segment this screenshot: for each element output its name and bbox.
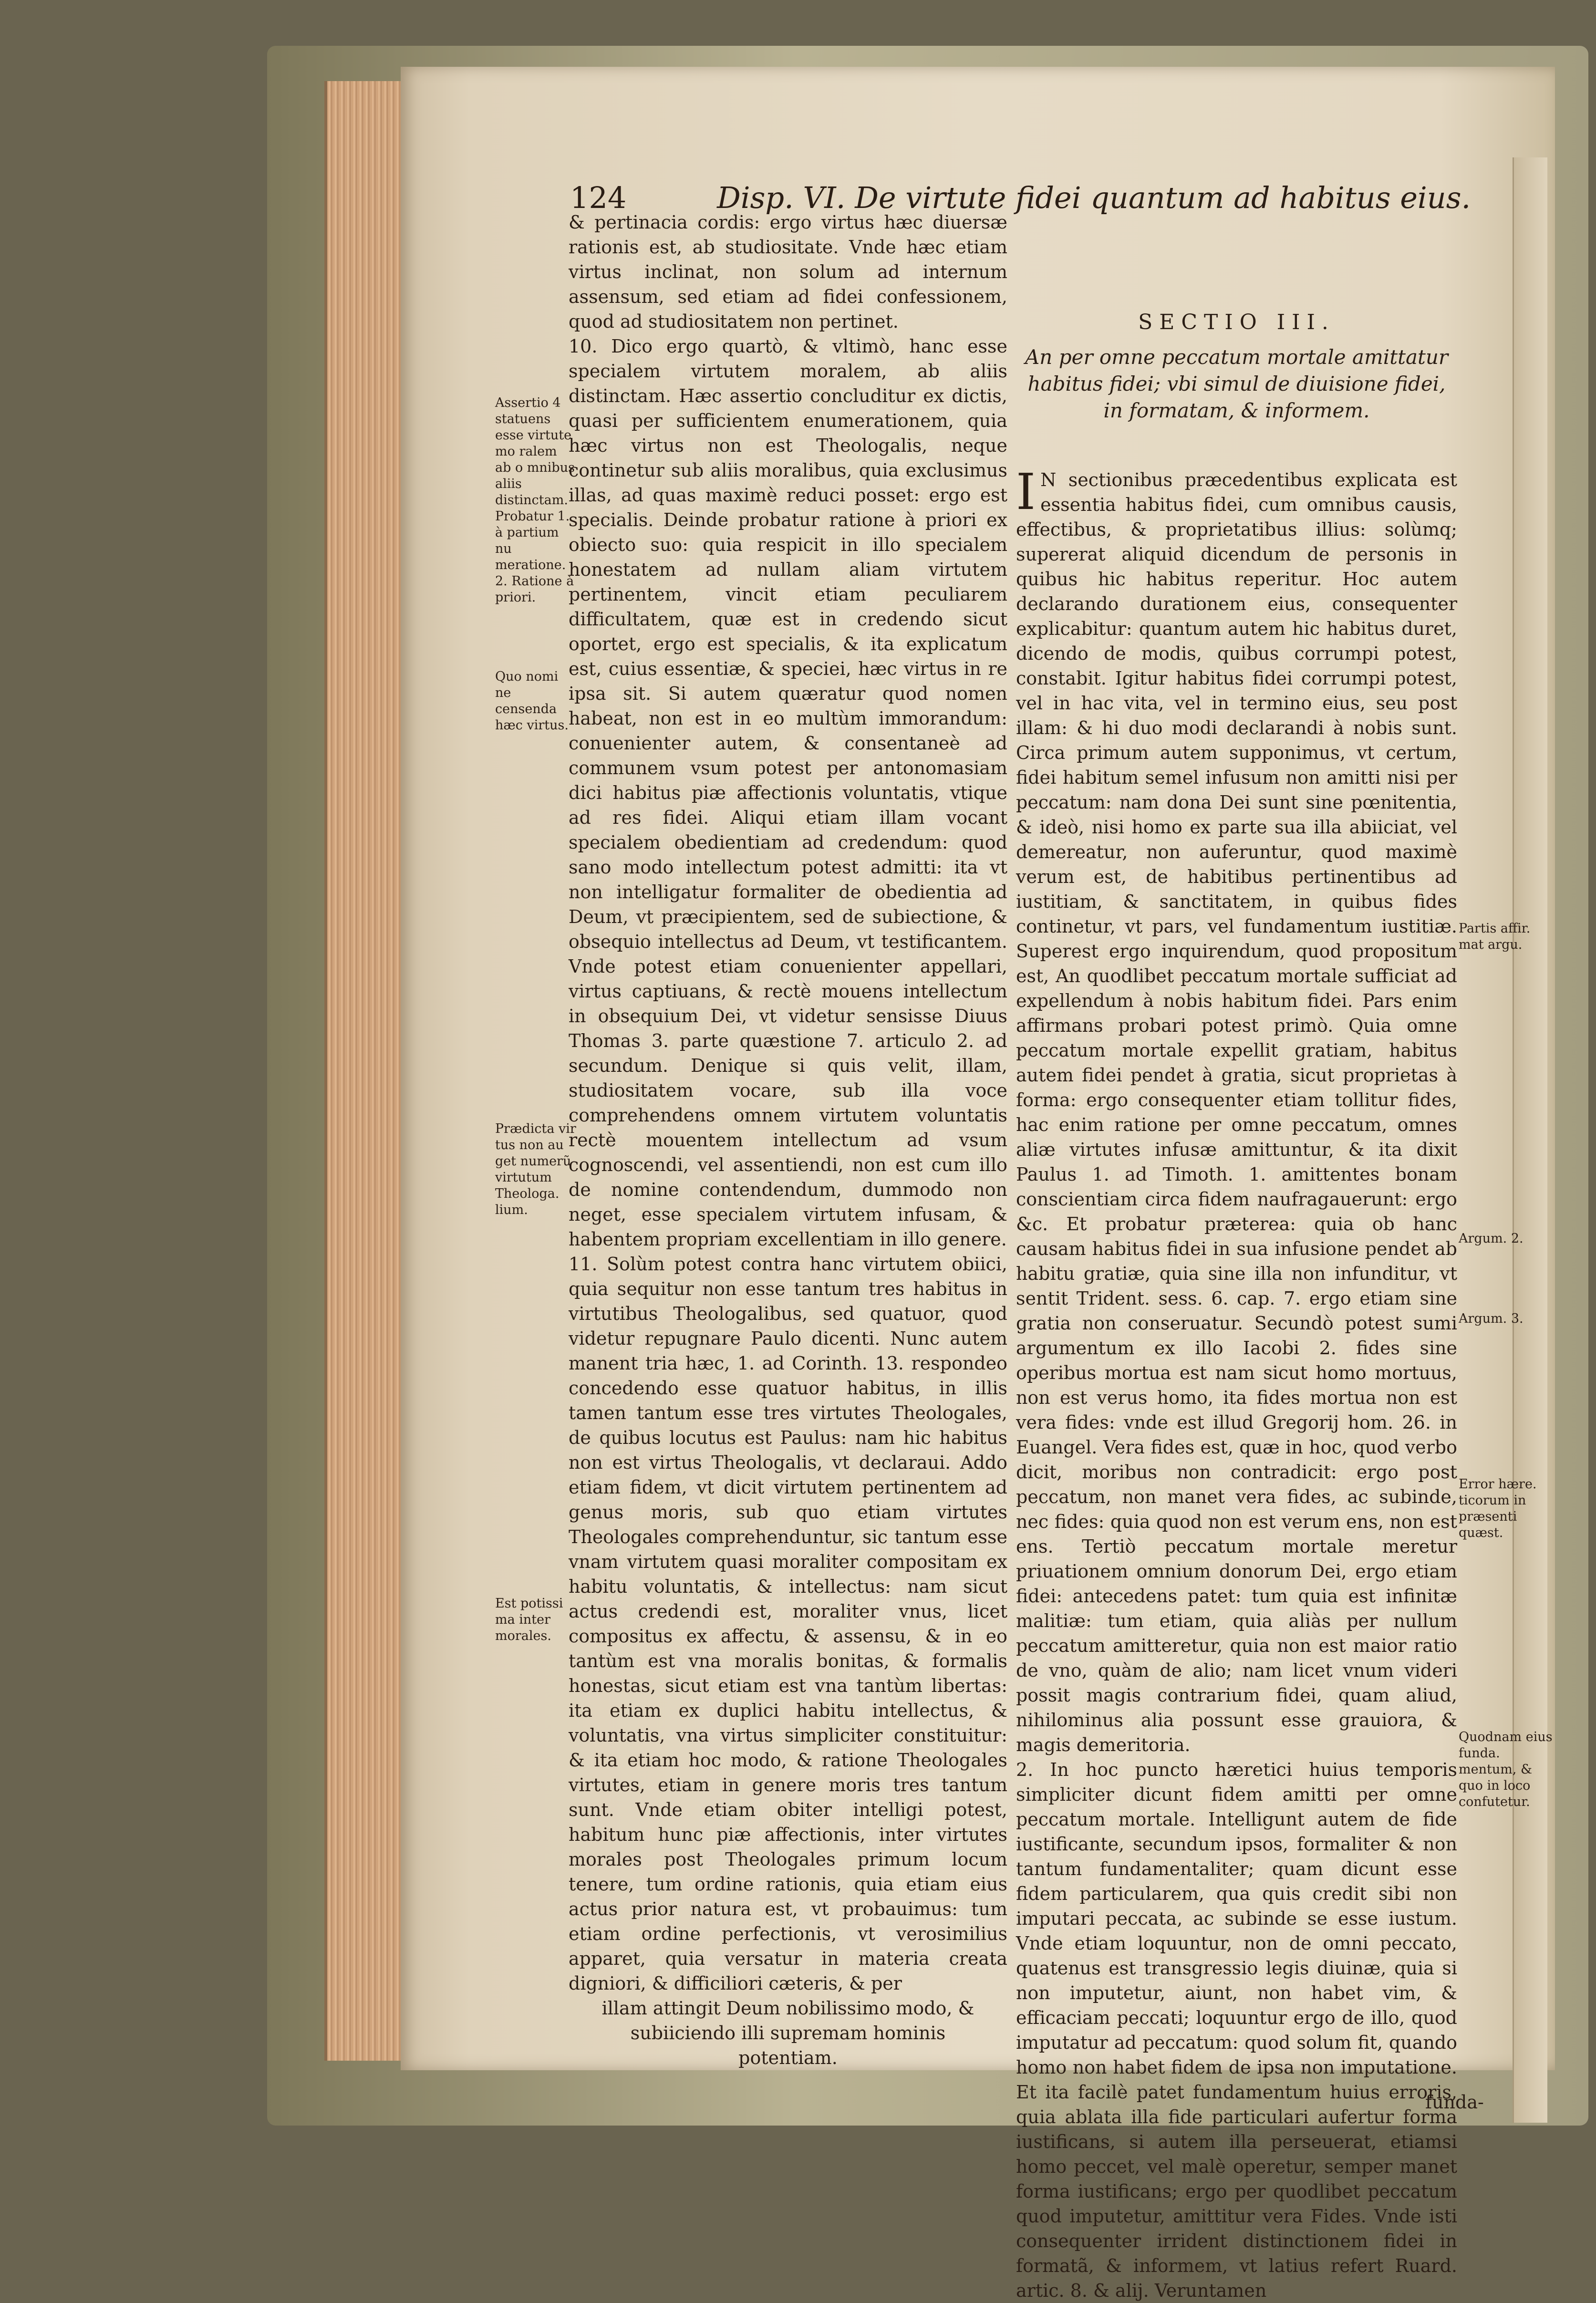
closing-line: illam attingit Deum nobilissimo modo, &: [601, 1998, 974, 2019]
section-title: SECTIO III.: [1138, 310, 1335, 334]
catchword: funda-: [1425, 2092, 1484, 2113]
running-title: Disp. VI. De virtute fidei quantum ad habitus eius.: [717, 180, 1471, 215]
margin-note: Argum. 2.: [1459, 1231, 1523, 1246]
page-edges: [324, 81, 404, 2061]
paragraph: 10. Dico ergo quartò, & vltimò, hanc esse specialem virtutem moralem, ab aliis distinctam. Hæc assertio concluditur ex dictis, quasi per sufficientem enumerationem, quia hæc virtus non est Theologalis, neque continetur sub aliis moralibus, quia exclusimus illas, ad quas maximè reduci posset: ergo est specialis. Deinde probatur ratione à priori ex obiecto suo: quia respicit in illo specialem honestatem ad nullam aliam virtutem pertinentem, vincit etiam peculiarem difficultatem, quæ est in credendo sicut oportet, ergo est specialis, & ita explicatum est, cuius essentiæ, & speciei, hæc virtus in re ipsa sit. Si autem quæratur quod nomen habeat, non est in eo multùm immorandum: conuenienter autem, & consentaneè ad communem vsum potest per antonomasiam dici habitus piæ affectionis voluntatis, vtique ad res fidei. Aliqui etiam illam vocant specialem obedientiam ad credendum: quod sano modo intellectum potest admitti: ita vt non intelligatur formaliter de obedientia ad Deum, vt præcipientem, sed de subiectione, & obsequio intellectus ad Deum, vt testificantem. Vnde potest etiam conuenienter appellari, virtus captiuans, & rectè mouens intellectum in obsequium Dei, vt videtur sensisse Diuus Thomas 3. parte quæstione 7. articulo 2. ad secundum. Denique si quis velit, illam, studiositatem vocare, sub illa voce comprehendens omnem virtutem voluntatis rectè mouentem intellectum ad vsum cognoscendi, vel assentiendi, non est cum illo de nomine contendendum, dummodo non neget, esse specialem virtutem infusam, & habentem propriam excellentiam in illo genere.: [569, 336, 1007, 1250]
margin-note: Est potissi ma inter morales.: [495, 1596, 563, 1643]
section-subtitle: An per omne peccatum mortale amittatur habitus fidei; vbi simul de diuisione fidei, in formatam, & informem.: [1025, 345, 1449, 422]
closing-line: potentiam.: [738, 2047, 838, 2068]
paragraph: 11. Solùm potest contra hanc virtutem obiici, quia sequitur non esse tantum tres habitus in virtutibus Theologalibus, sed quatuor, quod videtur repugnare Paulo dicenti. Nunc autem manent tria hæc, 1. ad Corinth. 13. respondeo concedendo esse quatuor habitus, in illis tamen tantum esse tres virtutes Theologales, de quibus locutus est Paulus: nam hic habitus non est virtus Theologalis, vt declaraui. Addo etiam fidem, vt dicit virtutem pertinentem ad genus moris, sub quo etiam virtutes Theologales comprehenduntur, sic tantum esse vnam virtutem quasi moraliter compositam ex habitu voluntatis, & intellectus: nam sicut actus credendi est, moraliter vnus, licet compositus ex affectu, & assensu, & in eo tantùm est vna moralis bonitas, & formalis honestas, sicut etiam est vna tantùm libertas: ita etiam ex duplici habitu intellectus, & voluntatis, vna virtus simpliciter constituitur: & ita etiam hoc modo, & ratione Theologales virtutes, etiam in genere moris tres tantum sunt. Vnde etiam obiter intelligi potest, habitum hunc piæ affectionis, inter virtutes morales post Theologales primum locum tenere, tum ordine rationis, quia etiam eius actus prior natura est, vt probauimus: tum etiam ordine perfectionis, vt verosimilius apparet, quia versatur in materia creata digniori, & difficiliori cæteris, & per: [569, 1254, 1007, 1994]
paragraph: [1016, 463, 1457, 1757]
margin-note: Partis affir. mat argu.: [1459, 921, 1531, 952]
left-column: [569, 210, 1007, 2070]
margin-note: Prædicta vir tus non au get numerũ virtutum Theologa. lium.: [495, 1121, 576, 1217]
page-number: 124: [570, 180, 627, 215]
book-page: [401, 67, 1555, 2301]
margin-note: Argum. 3.: [1459, 1311, 1523, 1326]
drop-initial: I: [1016, 463, 1036, 521]
margin-note: Assertio 4 statuens esse virtute mo ralem ab o mnibus aliis distinctam. Probatur 1. à partium nu meratione. 2. Ratione à priori.: [495, 395, 575, 605]
margin-note: Quo nomi ne censenda hæc virtus.: [495, 669, 569, 733]
closing-line: subiiciendo illi supremam hominis: [630, 2023, 946, 2044]
paragraph-text: N sectionibus præcedentibus explicata est essentia habitus fidei, cum omnibus causis, effectibus, & proprietatibus illius: solùmq; supererat aliquid dicendum de personis in quibus hic habitus reperitur. Hoc autem declarando durationem eius, consequenter explicabitur: quantum autem hic habitus duret, dicendo de modis, quibus corrumpi potest, constabit. Igitur habitus fidei corrumpi potest, vel in hac vita, vel in termino eius, seu post illam: & hi duo modi declarandi à nobis sunt. Circa primum autem supponimus, vt certum, fidei habitum semel infusum non amitti nisi per peccatum: nam dona Dei sunt sine pœnitentia, & ideò, nisi homo ex parte sua illa abiiciat, vel demereatur, non auferuntur, quod maximè verum est, de habitibus pertinentibus ad iustitiam, & sanctitatem, in quibus fides continetur, vt pars, vel fundamentum iustitiæ. Superest ergo inquirendum, quod propositum est, An quodlibet peccatum mortale sufficiat ad expellendum à nobis habitum fidei. Pars enim affirmans probari potest primò. Quia omne peccatum mortale expellit gratiam, habitus autem fidei pendet à gratia, sicut proprietas à forma: ergo consequenter etiam tollitur fides, hac enim ratione per omne peccatum, omnes aliæ virtutes infusæ amittuntur, & ita dixit Paulus 1. ad Timoth. 1. amittentes bonam conscientiam circa fidem naufragauerunt: ergo &c. Et probatur præterea: quia ob hanc causam habitus fidei in sua infusione pendet ab habitu gratiæ, quia sine illa non infunditur, vt sentit Trident. sess. 6. cap. 7. ergo etiam sine gratia non conseruatur. Secundò potest sumi argumentum ex illo Iacobi 2. fides sine operibus mortua est nam sicut homo mortuus, non est verus homo, ita fides mortua non est vera fides: vnde est illud Gregorij hom. 26. in Euangel. Vera fides est, quæ in hoc, quod verbo dicit, moribus non contradicit: ergo post peccatum, non manet vera fides, ac subinde, nec fides: quia quod non est verum ens, non est ens. Tertiò peccatum mortale meretur priuationem omnium donorum Dei, ergo etiam fidei: antecedens patet: tum quia est infinitæ malitiæ: tum etiam, quia aliàs per nullum peccatum amitteretur, quia non est maior ratio de vno, quàm de alio; nam licet vnum videri possit magis contrarium fidei, quam aliud, nihilominus alia possunt esse grauiora, & magis demeritoria.: [1016, 469, 1457, 1755]
paragraph: & pertinacia cordis: ergo virtus hæc diuersæ rationis est, ab studiositate. Vnde hæc etiam virtus inclinat, non solum ad internum assensum, sed etiam ad fidei confessionem, quod ad studiositatem non pertinet.: [569, 212, 1007, 332]
right-column: [1016, 463, 1457, 2303]
margin-note: Quodnam eius funda. mentum, & quo in loco confutetur.: [1459, 1730, 1553, 1809]
adjacent-page-edge: [1513, 157, 1547, 2123]
margin-note: Error hære. ticorum in præsenti quæst.: [1459, 1477, 1537, 1540]
section-heading: [1016, 310, 1457, 424]
paragraph: 2. In hoc puncto hæretici huius temporis simpliciter dicunt fidem amitti per omne peccatum mortale. Intelligunt autem de fide iustificante, secundum ipsos, formaliter & non tantum fundamentaliter; quam dicunt esse fidem particularem, qua quis credit sibi non imputari peccata, ac subinde se esse iustum. Vnde etiam loquuntur, non de omni peccato, quatenus est transgressio legis diuinæ, quia si non imputetur, aiunt, non habet vim, & efficaciam peccati; loquuntur ergo de illo, quod imputatur ad peccatum: quod solum fit, quando homo non habet fidem de ipsa non imputatione. Et ita facilè patet fundamentum huius erroris, quia ablata illa fide particulari aufertur forma iustificans, si autem illa perseuerat, etiamsi homo peccet, vel malè operetur, semper manet forma iustificans; ergo per quodlibet peccatum quod imputetur, amittitur vera Fides. Vnde isti consequenter irrident distinctionem fidei in formatã, & informem, vt latius refert Ruard. artic. 8. & alij. Veruntamen: [1016, 1759, 1457, 2301]
